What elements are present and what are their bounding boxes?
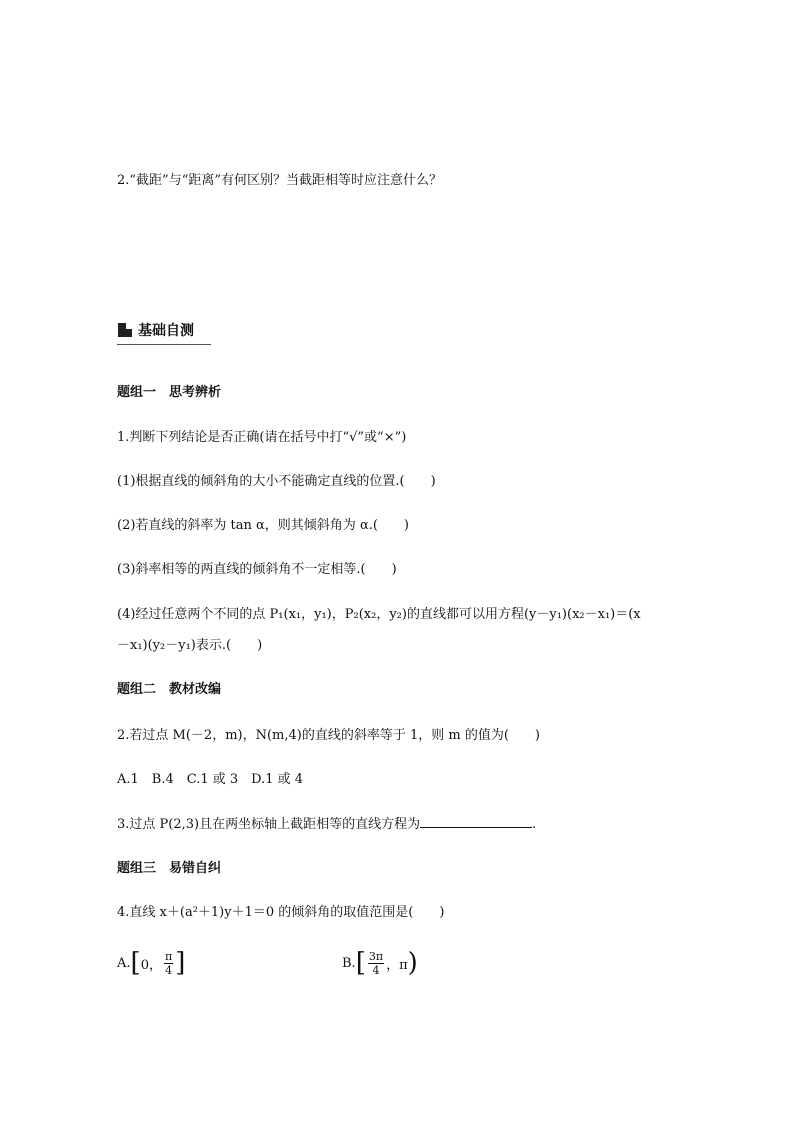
section-title: 基础自测 (138, 323, 194, 339)
problem-1-item-2: (2)若直线的斜率为 tan α，则其倾斜角为 α.( ) (117, 518, 409, 533)
option-a-denominator: 4 (165, 963, 173, 977)
option-b-left-bracket: [ (355, 948, 366, 978)
option-b-right-bracket: ) (407, 948, 418, 978)
option-a-numerator: π (164, 949, 173, 963)
section-square-icon (118, 323, 132, 337)
option-a (117, 945, 185, 981)
option-b-label: B. (342, 955, 356, 971)
problem-2-stem: 2.若过点 M(－2，m)，N(m,4)的直线的斜率等于 1，则 m 的值为( ) (117, 728, 540, 743)
problem-3-text: 3.过点 P(2,3)且在两坐标轴上截距相等的直线方程为 (117, 817, 421, 832)
group-3-heading: 题组三 易错自纠 (117, 861, 222, 876)
problem-1-stem: 1.判断下列结论是否正确(请在括号中打“√”或“×”) (117, 430, 407, 445)
question-2-text: 2.“截距”与“距离”有何区别？当截距相等时应注意什么？ (117, 173, 442, 188)
problem-1-item-4-line-2: －x₁)(y₂－y₁)表示.( ) (117, 638, 263, 653)
section-header (117, 320, 211, 345)
problem-3-end: . (532, 817, 537, 832)
problem-1-item-1: (1)根据直线的倾斜角的大小不能确定直线的位置.( ) (117, 474, 436, 489)
problem-4-stem: 4.直线 x＋(a²＋1)y＋1＝0 的倾斜角的取值范围是( ) (117, 905, 445, 920)
group-2-heading: 题组二 教材改编 (117, 682, 222, 697)
problem-3-stem (117, 815, 536, 834)
option-b-fraction (368, 950, 384, 977)
problem-1-item-4-line-1: (4)经过任意两个不同的点 P₁(x₁，y₁)，P₂(x₂，y₂)的直线都可以用方程(y－y₁)(x₂－x₁)＝(x (117, 607, 641, 622)
problem-2-options: A.1 B.4 C.1 或 3 D.1 或 4 (117, 772, 304, 787)
option-a-right-bracket: ] (175, 948, 186, 978)
option-a-left-bracket: [ (130, 948, 141, 978)
option-b (342, 945, 418, 981)
answer-blank (420, 815, 532, 828)
option-b-numerator: 3π (368, 949, 384, 963)
option-a-label: A. (117, 955, 131, 971)
option-a-lower: 0， (140, 957, 162, 973)
option-a-fraction (164, 950, 173, 977)
problem-1-item-3: (3)斜率相等的两直线的倾斜角不一定相等.( ) (117, 562, 397, 577)
option-b-denominator: 4 (372, 963, 380, 977)
group-1-heading: 题组一 思考辨析 (117, 385, 222, 400)
option-b-upper: ，π (386, 957, 408, 973)
